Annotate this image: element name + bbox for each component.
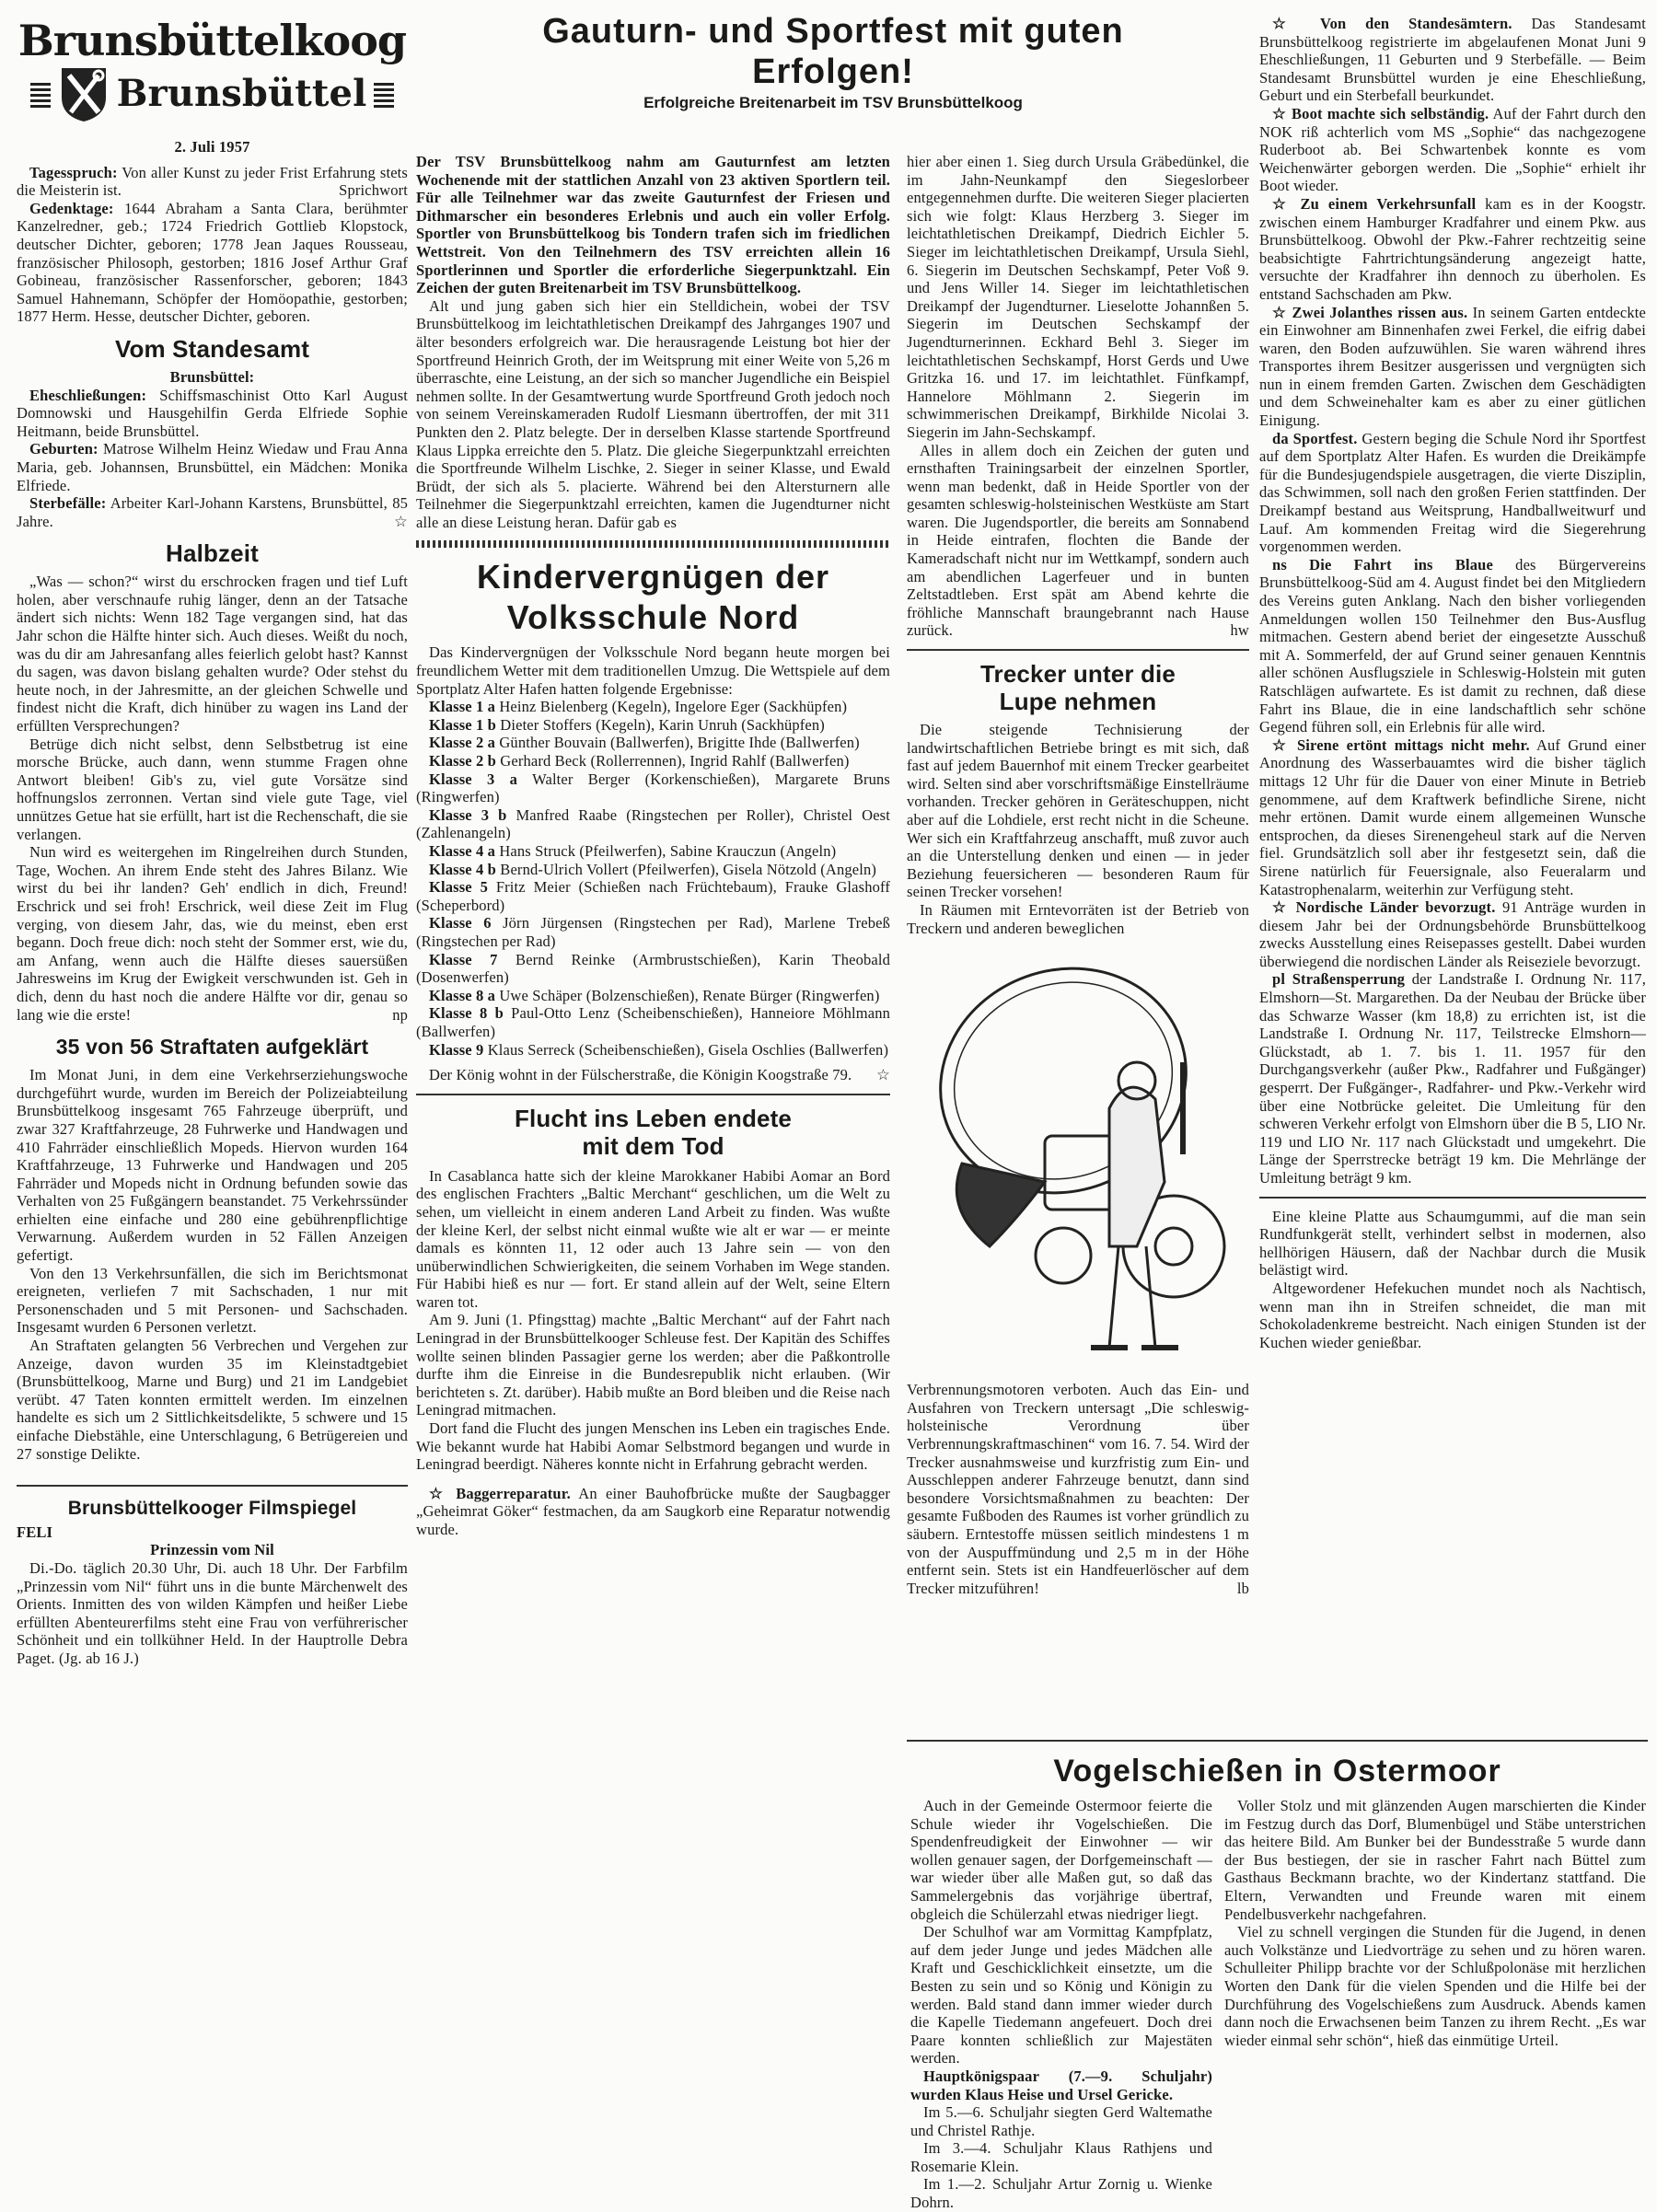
paragraph-text: Fritz Meier (Schießen nach Früchtebaum), Frauke Glashoff (Scheperbord) — [416, 878, 890, 914]
paragraph-lead: Geburten: — [29, 440, 98, 458]
cinema-name: FELI — [17, 1523, 53, 1541]
paragraph — [17, 1066, 408, 1265]
paragraph — [416, 1167, 890, 1312]
paragraph-text: Matrose Wilhelm Heinz Wiedaw und Frau Anna Maria, geb. Johannsen, Brunsbüttel, ein Mädchen: Monika Elfriede. — [17, 440, 408, 494]
paragraph — [1259, 556, 1646, 736]
vogel-right-column — [1224, 1797, 1646, 2049]
paragraph-lead: ☆ Boot machte sich selbständig. — [1272, 104, 1489, 122]
paragraph — [1259, 1280, 1646, 1351]
paragraph-text: Im Monat Juni, in dem eine Verkehrserziehungswoche durchgeführt wurde, wurden im Bereich der Polizeiabteilung Brunsbüttelkoog insgesamt 765 Fahrzeuge überprüft, und zwar 327 Kraftfahrzeuge, 28 Fuhrwerke und Handwagen und 410 Fahrräder einschließlich Mopeds. Hiervon wurden 164 Kraftfahrzeuge, 13 Fuhrwerke und Handwagen und 205 Fahrräder und Mopeds nicht in Ordnung befunden sowie das Verhalten von 25 Fußgängern beanstandet. 75 Verkehrssünder erhielten eine einfache und 280 eine gebührenpflichtige Verwarnung. Außerdem wurden in 52 Fällen Anzeigen gefertigt. — [17, 1066, 408, 1265]
paragraph-lead: Klasse 6 — [429, 914, 492, 932]
sport-body-continued — [907, 153, 1249, 640]
masthead-subtitle: Brunsbüttel — [116, 72, 367, 115]
paragraph-text: Am 9. Juni (1. Pfingsttag) machte „Baltic Merchant“ auf der Fahrt nach Leningrad in der Brunsbüttelkooger Schleuse fest. Der Kapitän des Schiffes wollte seinen blinden Passagier gerne los werden; aber die Paßkontrolle durfte ihm die Einreise in die Bundesrepublik nicht erlauben. (Wir berichteten s. Zt. darüber). Habib mußte an Bord bleiben und die Reise nach Leningrad mitmachen. — [416, 1311, 890, 1419]
paragraph-text: Hans Struck (Pfeilwerfen), Sabine Krauczun (Angeln) — [495, 842, 837, 860]
banner-left-icon — [30, 80, 51, 108]
paragraph-text: Schiffsmaschinist Otto Karl August Domnowski und Hausgehilfin Gerda Elfriede Sophie Heitmann, beide Brunsbüttel. — [17, 386, 408, 440]
paragraph-text: Walter Berger (Korkenschießen), Margarete Bruns (Ringwerfen) — [416, 770, 891, 806]
straftaten-article — [17, 1066, 408, 1463]
paragraph-text: Verbrennungsmotoren verboten. Auch das Ein- und Ausfahren von Treckern untersagt „Die schleswig-holsteinische Verordnung über Verbrennungskraftmaschinen“ vom 16. 7. 54. Wird der Trecker ausnahmsweise und kurzfristig zum Ein- und Ausschleppen anderer Fahrzeuge benutzt, dann sind besondere Vorsichtsmaßnahmen zu beachten: Der gesamte Fußboden des Raumes ist vorher gründlich zu säubern. Erntestoffe müssen seitlich mindestens 1 m von der Auspuffmündung und 2,5 m in der Höhe entfernt sein. Stets ist ein Handfeuerlöscher auf dem Trecker mitzuführen! — [907, 1381, 1249, 1597]
paragraph — [416, 1041, 890, 1060]
paragraph — [416, 297, 890, 532]
paragraph — [416, 752, 890, 770]
paragraph — [907, 721, 1249, 901]
household-tips — [1259, 1208, 1646, 1352]
paragraph-text: Im 1.—2. Schuljahr Artur Zornig u. Wienke Dohrn. — [910, 2175, 1212, 2212]
masthead-logo — [17, 17, 408, 123]
paragraph — [17, 494, 408, 530]
paragraph-text: Viel zu schnell vergingen die Stunden für die Jugend, in denen auch Volkstänze und Liedvorträge zu sehen und zu hören waren. Schulleiter Philipp brachte vor der Schlußpolonäse mit herzlichen Worten den Dank für die vielen Spenden und die Hilfe bei der Durchführung des Vogelschießens zum Ausdruck. Abends kamen dann noch die Erwachsenen beim Tanzen zu ihrem Recht. „Es war wieder einmal sehr schön“, hieß das einmütige Urteil. — [1224, 1923, 1646, 2049]
paragraph-lead: Tagesspruch: — [29, 163, 118, 181]
paragraph-lead: Hauptkönigspaar (7.—9. Schuljahr) wurden Klaus Heise und Ursel Gericke. — [910, 2067, 1212, 2103]
paragraph — [910, 2175, 1212, 2211]
paragraph-text: hier aber einen 1. Sieg durch Ursula Gräbedünkel, die im Jahn-Neunkampf den Siegeslorbeer entgegennehmen durfte. Die weiteren Sieger placierten sich wie folgt: Klaus Herzberg 3. Sieger im leichtathletischen Dreikampf, Diedrich Eichler 5. Sieger im leichtathletischen Dreikampf, Ursula Siehl, 6. Siegerin im Deutschen Sechskampf, Peter Voß 9. und Jens Willer 14. Sieger im leichtathletischen Dreikampf der Jugendturner. Lieselotte Johannßen 5. Siegerin im Deutschen Sechskampf der Jugendturnerinnen. Eckhard Behl 3. Sieger im leichtathletischen Sechskampf, Horst Gerds und Uwe Gritzka 16. und 17. im leichtathlet. Fünfkampf, Hannelore Möhlmann 2. Siegerin im schwimmerischen Dreikampf, Birkhilde Nicolai 3. Siegerin im Jahn-Sechskampf. — [907, 153, 1249, 441]
banner-right-icon — [374, 80, 394, 108]
signature: ☆ — [394, 512, 408, 530]
paragraph-text: Von aller Kunst zu jeder Frist Erfahrung stets die Meisterin ist. — [17, 163, 408, 200]
paragraph — [1224, 1923, 1646, 2049]
paragraph — [1259, 105, 1646, 195]
paragraph — [416, 1311, 890, 1419]
paragraph-text: In seinem Garten entdeckte ein Einwohner am Binnenhafen zwei Ferkel, die eifrig dabei waren, den Boden aufzuwühlen. Sie waren während ihres Transportes ihrem Besitzer ausgerissen und vergnügten sich nun in einem fremden Garten. Zwischen dem Geschädigten und dem Schweinehalter kam es aber zu einer gütlichen Einigung. — [1259, 303, 1646, 430]
paragraph-text: „Was — schon?“ wirst du erschrocken fragen und tief Luft holen, aber verschnaufe ruhig länger, denn an der Tatsache ändert sich nichts: Wenn 182 Tage vergangen sind, hat das Jahr schon die Hälfte hinter sich. Auch dieses. Weißt du noch, was du dir am Jahresanfang alles feierlich gelobt hast? Kannst du sagen, was davon bislang gehalten wurde? Oder stehst du heute noch, in der Jahresmitte, an der gleichen Schwelle und findest nicht die Kraft, dich hinüber zu wagen ins Land der erfüllten Versprechungen? — [17, 573, 408, 735]
paragraph — [17, 1337, 408, 1463]
paragraph-text: Der Schulhof war am Vormittag Kampfplatz, auf dem jeder Junge und jedes Mädchen alle Kraft und Geschicklichkeit einsetzte, um die Besten zu sein und so König und Königin zu werden. Bald stand dann immer wieder durch die Kapelle Tiedemann angefeuert. Doch drei Paare konnten schließlich zur Majestäten werden. — [910, 1923, 1212, 2067]
paragraph — [17, 573, 408, 735]
paragraph-lead: Klasse 2 b — [429, 752, 497, 770]
vogel-left-column — [910, 1797, 1212, 2212]
paragraph — [416, 914, 890, 950]
paragraph-lead: Klasse 1 a — [429, 698, 496, 716]
paragraph — [416, 1066, 890, 1084]
divider — [907, 649, 1249, 651]
paragraph — [17, 387, 408, 441]
paragraph-lead: Klasse 5 — [429, 878, 488, 897]
column-2 — [416, 153, 890, 1539]
film-article — [17, 1559, 408, 1668]
paragraph-text: Bernd Reinke (Armbrustschießen), Karin Theobald (Dosenwerfen) — [416, 950, 890, 987]
paragraph-lead: Klasse 4 b — [429, 860, 497, 878]
paragraph — [1259, 1208, 1646, 1280]
paragraph-text: Das Standesamt Brunsbüttelkoog registrierte im abgelaufenen Monat Juni 9 Eheschließungen, 11 Geburten und 9 Sterbefälle. — Beim Standesamt Brunsbüttel wurden je eine Eheschließung, Geburt und ein Sterbefall beurkundet. — [1259, 15, 1646, 105]
trecker-article-continued — [907, 1381, 1249, 1597]
paragraph-lead: Eheschließungen: — [29, 386, 147, 404]
paragraph-text: Auf der Fahrt durch den NOK riß achterlich vom MS „Sophie“ das nachgezogene Ruderboot ab. Bei Schwartenbek konnte es vom Weichenwärter geborgen werden. Die „Sophie“ erhielt ihr Boot wieder. — [1259, 104, 1647, 195]
paragraph-text: kam es in der Koogstr. zwischen einem Hamburger Kradfahrer und einem Pkw. aus Brunsbüttelkoog. Obwohl der Pkw.-Fahrer rechtzeitig seine beabsichtigte Fahrtrichtungsänderung angezeigt hatte, versuchte der Kradfahrer ihn dennoch zu überholen. Es entstand Sachschaden am Pkw. — [1259, 194, 1646, 303]
paragraph-text: Di.-Do. täglich 20.30 Uhr, Di. auch 18 Uhr. Der Farbfilm „Prinzessin vom Nil“ führt uns in die bunte Märchenwelt des Orients. Inmitten des von wilden Kämpfen und heißer Liebe erfüllten Abenteurerfilms steht eine Frau von verführerischer Schönheit und ein tollkühner Held. In der Hauptrolle Debra Paget. (Jg. ab 16 J.) — [17, 1558, 408, 1667]
signature: np — [392, 1005, 408, 1024]
paragraph-text: Alles in allem doch ein Zeichen der guten und ernsthaften Trainingsarbeit der einzelnen Sportler, wenn man bedenkt, daß in Heide Sportler von der gesamten schleswig-holsteinischen Westküste am Start waren. Die Jugendsportler, die bereits am Sonnabend in Heide eintrafen, flochten die Bande der Kameradschaft nicht nur im Wettkampf, sondern auch am abendlichen Lagerfeuer und in bunten Zeltstadtleben. Erst spät am Abend kehrte die fröhliche Mannschaft braungebrannt nach Hause zurück. — [907, 441, 1249, 640]
paragraph — [907, 901, 1249, 937]
kinder-outro — [416, 1066, 890, 1084]
paragraph-lead: Klasse 8 b — [429, 1004, 504, 1023]
paragraph-lead: Sterbefälle: — [29, 494, 107, 513]
paragraph — [416, 878, 890, 914]
paragraph — [17, 440, 408, 494]
masthead-title: Brunsbüttelkoog — [17, 16, 407, 65]
paragraph-lead: ns Die Fahrt ins Blaue — [1272, 555, 1493, 573]
paragraph-text: des Bürgervereins Brunsbüttelkoog-Süd am 4. August findet bei den Mitgliedern des Vereins guten Anklang. Nach den bisher vorliegenden Anmeldungen wollen 150 Teilnehmer den Bus-Ausflug mitmachen. Gestern abend beriet der eingesetzte Ausschuß mit A. Sommerfeld, der auf Grund seiner genauen Kenntnis aller schönen Ausflugsziele in Schleswig-Holstein mit guten Ratschlägen aufwartete. Es ist damit zu rechnen, daß diese Fahrt ins Blaue, die in eine landschaftlich sehr schöne Gegend führen soll, ein Erlebnis für alle wird. — [1259, 555, 1646, 736]
divider — [416, 1094, 890, 1095]
flucht-headline: Flucht ins Leben endete mit dem Tod — [514, 1104, 793, 1160]
paragraph — [910, 2139, 1212, 2175]
paragraph-lead: ☆ Zu einem Verkehrsunfall — [1272, 194, 1477, 213]
kinder-headline: Kindervergnügen der Volksschule Nord — [476, 558, 830, 637]
section-title-halbzeit: Halbzeit — [166, 539, 259, 568]
paragraph-text: der Landstraße I. Ordnung Nr. 117, Elmshorn—St. Margarethen. Da der Neubau der Brücke über das Schwarze Wasser (km 18,8) zu errichten ist, ist die Landstraße I. Ordnung Nr. 117, Teilstrecke Elmshorn—Glückstadt, ab 1. 7. bis 1. 11. 1957 für den Durchgangsverkehr (außer Pkw., Radfahrer und Fußgänger) gesperrt. Der Fußgänger-, Radfahrer- und Pkw.-Verkehr wird über eine Notbrücke geleitet. Die Umleitung für den schweren Verkehr erfolgt von Elmshorn über die B 5, LIO Nr. 119 und LIO Nr. 117 nach Glückstadt und umgekehrt. Die Länge der Sperrstrecke beträgt 19 km. Die Mehrlänge der Umleitung beträgt 9 km. — [1259, 970, 1646, 1187]
paragraph-text: Altgewordener Hefekuchen mundet noch als Nachtisch, wenn man ihn in Streifen schneidet, die man mit Schokoladenkreme bestreicht. Nach einigen Stunden ist der Kuchen wieder genießbar. — [1259, 1279, 1646, 1351]
paragraph-text: Nun wird es weitergehen im Ringelreihen durch Stunden, Tage, Wochen. An ihrem Ende steht des Jahres Bilanz. Wie wirst du bei ihr landen? Geh' endlich in dich, Freund! Erschrick und sei froh! Erschrick, weil diese Zeit im Flug verging, von diesem Jahr, das, wie du meinst, eben erst begann. Doch freue dich: noch steht der Sommer erst, wie du, am Anfang, wenn auch die Hälfte dieses sauersüßen Jahresweins im Krug der Ewigkeit verschwunden ist. Geh in dich, denn du hast noch die andere Hälfte vor dir, genau so lang wie die erste! — [17, 843, 408, 1024]
sport-lead: Der TSV Brunsbüttelkoog nahm am Gauturnfest am letzten Wochenende mit der stattlichen Anzahl von 23 aktiven Sportlern teil. Für alle Teilnehmer war das zweite Gauturnfest der Friesen und Dithmarscher ein besonderes Erlebnis und auch ein voller Erfolg. Sportler von Brunsbüttelkoog bis Tondern trafen sich im friedlichen Wettstreit. Von den Teilnehmern des TSV erreichten allein 16 Sportlerinnen und Sportler die erforderliche Siegerpunktzahl. Ein Zeichen der guten Breitenarbeit im TSV Brunsbüttelkoog. — [416, 153, 890, 297]
paragraph — [416, 842, 890, 861]
bagger-note — [416, 1485, 890, 1539]
paragraph — [416, 951, 890, 987]
paragraph-lead: Klasse 1 b — [429, 715, 497, 734]
paragraph-text: Das Kindervergnügen der Volksschule Nord begann heute morgen bei freundlichem Wetter mit dem traditionellen Umzug. Die Wettspiele auf dem Sportplatz Alter Hafen hatten folgende Ergebnisse: — [416, 643, 890, 698]
paragraph-text: Eine kleine Platte aus Schaumgummi, auf die man sein Rundfunkgerät stellt, verhindert selbst in modernen, also hellhörigen Häusern, daß der Nachbar durch die Musik belästigt wird. — [1259, 1207, 1646, 1280]
paragraph-text: Im 3.—4. Schuljahr Klaus Rathjens und Rosemarie Klein. — [910, 2139, 1212, 2175]
paragraph — [416, 698, 890, 716]
paragraph-text: Heinz Bielenberg (Kegeln), Ingelore Eger (Sackhüpfen) — [495, 698, 848, 716]
paragraph-text: Gestern beging die Schule Nord ihr Sportfest auf dem Sportplatz Alter Hafen. Es wurden die Dreikämpfe für die Bundesjugendspiele ausgetragen, die vierte Disziplin, das Schwimmen, soll nach den großen Ferien stattfinden. Der Dreikampf bestand aus Weitsprung, Handballweitwurf und Lauf. Am kommenden Freitag wird die Siegerehrung vorgenommen werden. — [1259, 429, 1646, 556]
paragraph-text: In Räumen mit Erntevorräten ist der Betrieb von Treckern und anderen beweglichen — [907, 900, 1249, 937]
paragraph-lead: Klasse 9 — [429, 1040, 484, 1059]
paragraph-text: Von den 13 Verkehrsunfällen, die sich im Berichtsmonat ereigneten, verliefen 7 mit Sachschaden, 1 nur mit Personenschaden und 5 mit Personen- und Sachschaden. Insgesamt wurden 6 Personen verletzt. — [17, 1264, 408, 1337]
paragraph-text: Auch in der Gemeinde Ostermoor feierte die Schule wieder ihr Vogelschießen. Die Spendenfreudigkeit der Einwohner — wir wollen genauer sagen, der Dorfgemeinschaft — war wieder über alle Maßen gut, so daß das Sammelergebnis das vorjährige übertraf, obgleich die Schülerzahl etwas niedriger liegt. — [910, 1797, 1212, 1923]
paragraph-lead: Klasse 3 b — [429, 805, 507, 824]
paragraph-text: An Straftaten gelangten 56 Verbrechen und Vergehen zur Anzeige, davon wurden 35 im Kleinstadtgebiet (Brunsbüttelkoog, Marne und Burg) und 21 im Landgebiet verübt. 47 Taten konnten ermittelt werden. Im einzelnen handelte es sich um 2 Sittlichkeitsdelikte, 5 schwere und 15 einfache Diebstähle, eine Unterschlagung, 6 Betrügereien und 27 sonstige Delikte. — [17, 1337, 408, 1463]
issue-date: 2. Juli 1957 — [174, 138, 250, 156]
paragraph-text: 1644 Abraham a Santa Clara, berühmter Kanzelredner, geb.; 1724 Friedrich Gottlieb Klopstock, deutscher Dichter, geboren; 1778 Jean Jaques Rousseau, französischer Philosoph, gestorben; 1816 Josef Arthur Graf Gobineau, französischer Rassenforscher, geboren; 1843 Samuel Hahnemann, Schöpfer der Homöopathie, gestorben; 1877 Herm. Hesse, deutscher Dichter, geboren. — [17, 199, 408, 326]
sport-body — [416, 297, 890, 532]
paragraph-lead: Gedenktage: — [29, 199, 114, 217]
kinder-results-list — [416, 698, 890, 1059]
paragraph — [1259, 736, 1646, 898]
paragraph — [1224, 1797, 1646, 1923]
trecker-headline: Trecker unter die Lupe nehmen — [979, 660, 1176, 716]
paragraph — [1259, 195, 1646, 304]
signature: Sprichwort — [339, 181, 408, 200]
paragraph-text: Im 5.—6. Schuljahr siegten Gerd Waltemathe und Christel Rathje. — [910, 2103, 1212, 2139]
paragraph — [910, 1797, 1212, 1923]
paragraph — [416, 806, 890, 842]
paragraph — [416, 770, 890, 806]
paragraph — [17, 735, 408, 844]
paragraph-text: Klaus Serreck (Scheibenschießen), Gisela Oschlies (Ballwerfen) — [483, 1040, 889, 1059]
sport-subheadline: Erfolgreiche Breitenarbeit im TSV Brunsbüttelkoog — [643, 94, 1023, 111]
divider — [17, 1485, 408, 1487]
paragraph-lead: ☆ Zwei Jolanthes rissen aus. — [1272, 303, 1468, 321]
column-4 — [1259, 15, 1646, 1351]
paragraph-text: Dieter Stoffers (Kegeln), Karin Unruh (Sackhüpfen) — [496, 715, 825, 734]
divider — [416, 540, 890, 548]
paragraph-text: Gerhard Beck (Rollerrennen), Ingrid Rahlf (Ballwerfen) — [496, 752, 850, 770]
paragraph — [416, 643, 890, 698]
paragraph-text: Betrüge dich nicht selbst, denn Selbstbetrug ist eine morsche Brücke, auch dann, wenn stumme Fragen ohne Antwort bleiben! Gib's zu, viel gute Vorsätze sind hoffnungslos zerronnen. Vertan sind viele gute Tage, viel unnützes Getue hat sie erfüllt, hart ist die Rechenschaft, die sie verlangen. — [17, 735, 409, 843]
coat-of-arms-icon — [58, 64, 110, 123]
divider — [907, 1740, 1648, 1742]
paragraph-lead: ☆ Nordische Länder bevorzugt. — [1272, 898, 1496, 917]
signature: ☆ — [876, 1066, 890, 1084]
paragraph-lead: Klasse 2 a — [429, 734, 496, 752]
paragraph — [416, 734, 890, 752]
paragraph-lead: Klasse 3 a — [429, 770, 518, 788]
paragraph-text: Paul-Otto Lenz (Scheibenschießen), Hanneiore Möhlmann (Ballwerfen) — [416, 1004, 890, 1040]
signature: lb — [1236, 1579, 1249, 1597]
paragraph — [910, 2067, 1212, 2103]
paragraph-lead: Klasse 4 a — [429, 842, 496, 860]
paragraph-text: Arbeiter Karl-Johann Karstens, Brunsbüttel, 85 Jahre. — [17, 494, 408, 530]
tractor-illustration — [907, 943, 1249, 1375]
paragraph-text: Uwe Schäper (Bolzenschießen), Renate Bürger (Ringwerfen) — [495, 986, 880, 1004]
paragraph-lead: Klasse 8 a — [429, 986, 496, 1004]
paragraph-text: Günther Bouvain (Ballwerfen), Brigitte Ihde (Ballwerfen) — [495, 734, 860, 752]
paragraph — [17, 200, 408, 326]
paragraph — [416, 861, 890, 879]
paragraph — [1259, 304, 1646, 430]
paragraph — [1259, 898, 1646, 970]
paragraph-lead: ☆ Von den Standesämtern. — [1272, 15, 1512, 32]
section-title-standesamt: Vom Standesamt — [114, 334, 310, 363]
paragraph — [1259, 970, 1646, 1187]
paragraph — [416, 1419, 890, 1474]
signature: hw — [1230, 621, 1249, 640]
paragraph-text: Voller Stolz und mit glänzenden Augen marschierten die Kinder im Festzug durch das Dorf, Blumenbügel und Stäbe unterstrichen das heitere Bild. Am Bunker bei der Bundesstraße 5 wurde dann der Bus bestiegen, der sie in rascher Fahrt nach Büttel zum Gasthaus Beckmann brachte, wo der Kindertanz stattfand. Die Eltern, Verwandten und Freunde waren mit einem Pendelbusverkehr nachgefahren. — [1224, 1797, 1646, 1923]
kinder-intro — [416, 643, 890, 698]
paragraph — [1259, 15, 1646, 105]
paragraph-text: Die steigende Technisierung der landwirtschaftlichen Betriebe bringt es mit sich, daß fast auf jedem Bauernhof mit einem Trecker gearbeitet wird. Selten sind aber vorschriftsmäßige Einstellräume vorhanden. Trecker gehören in Geräteschuppen, nicht aber auf die Lohdiele, erst recht nicht in die Scheune. Wer sich ein Kraftfahrzeug anschafft, muß zuvor auch an die Unterstellung denken und einen — in jeder Beziehung feuersicheren — besonderen Raum für seinen Trecker vorsehen! — [907, 721, 1249, 901]
paragraph-lead: Klasse 7 — [429, 950, 498, 968]
daily-notes — [17, 164, 408, 326]
paragraph — [416, 987, 890, 1005]
paragraph-lead: ☆ Baggerreparatur. — [429, 1484, 571, 1502]
flucht-article — [416, 1167, 890, 1474]
paragraph-text: An einer Bauhofbrücke mußte der Saugbagger „Geheimrat Göker“ festmachen, da am Saugkorb eine Reparatur notwendig wurde. — [416, 1484, 890, 1538]
trecker-article — [907, 721, 1249, 937]
halbzeit-article — [17, 573, 408, 1024]
paragraph — [416, 1485, 890, 1539]
paragraph — [910, 1923, 1212, 2067]
paragraph-text: Auf Grund einer Anordnung des Wasserbauamtes wird die bisher täglich mittags 12 Uhr für die Dauer von einer Minute in Betrieb genommene, auf dem Kraftwerk befindliche Sirene, nicht mehr ertönen. Damit wurde einem allgemeinen Wunsche entsprochen, da dieses Sirenengeheul stark auf die Nerven fiel. Grundsätzlich soll aber ihr festgesetzt sein, daß die Sirene natürlich für Feuersignale, also Feueralarm und Katastrophenalarm, weiterhin zur Verfügung steht. — [1259, 735, 1646, 898]
paragraph — [17, 164, 408, 200]
paragraph — [907, 442, 1249, 641]
film-title: Prinzessin vom Nil — [150, 1541, 274, 1559]
sport-headline: Gauturn- und Sportfest mit guten Erfolgen! — [542, 12, 1124, 91]
paragraph — [17, 1265, 408, 1337]
paragraph — [17, 1559, 408, 1668]
paragraph — [907, 1381, 1249, 1597]
vogel-article — [907, 1740, 1648, 2212]
column-1 — [17, 17, 408, 1668]
paragraph-text: Bernd-Ulrich Vollert (Pfeilwerfen), Gisela Nötzold (Angeln) — [496, 860, 876, 878]
paragraph-lead: ☆ Sirene ertönt mittags nicht mehr. — [1272, 735, 1530, 754]
vogel-headline: Vogelschießen in Ostermoor — [1053, 1754, 1501, 1789]
paragraph-text: Jörn Jürgensen (Ringstechen per Rad), Marlene Trebeß (Ringstechen per Rad) — [416, 914, 890, 950]
paragraph — [416, 716, 890, 735]
paragraph-text: In Casablanca hatte sich der kleine Marokkaner Habibi Aomar an Bord des englischen Frachters „Baltic Merchant“ geschlichen, um die Welt zu sehen, um vielleicht in einem anderen Land Arbeit zu finden. Was wußte der kleine Kerl, der selbst nicht einmal wußte wie alt er war — er meinte damals es könnten 11, 12 oder auch 13 Jahre sein — von den unüberwindlichen Schwierigkeiten, die seinem Vorhaben im Wege standen. Für Habibi hieß es nur — fort. Er stand allein auf der Welt, seine Eltern waren tot. — [416, 1166, 890, 1311]
sport-headline-block — [414, 11, 1252, 120]
section-title-straftaten: 35 von 56 Straftaten aufgeklärt — [55, 1035, 369, 1060]
paragraph — [907, 153, 1249, 442]
paragraph-lead: pl Straßensperrung — [1272, 970, 1406, 989]
standesamt-entries — [17, 387, 408, 531]
paragraph — [910, 2103, 1212, 2139]
paragraph — [416, 1004, 890, 1040]
section-title-filmspiegel: Brunsbüttelkooger Filmspiegel — [67, 1498, 357, 1520]
paragraph — [1259, 430, 1646, 556]
paragraph-text: Manfred Raabe (Ringstechen per Roller), Christel Oest (Zahlenangeln) — [416, 805, 890, 842]
paragraph-text: 91 Anträge wurden in diesem Jahr bei der Ordnungsbehörde Brunsbüttelkoog zwecks Ausstellung eines Reisepasses gestellt. Dabei wurden überwiegend die nordischen Länder als Reiseziele bevorzugt. — [1259, 898, 1646, 970]
divider — [1259, 1197, 1646, 1199]
section-subtitle-brunsbuettel: Brunsbüttel: — [169, 367, 255, 386]
local-news-notes — [1259, 15, 1646, 1187]
paragraph-text: Dort fand die Flucht des jungen Menschen ins Leben ein tragisches Ende. Wie bekannt wurde hat Habibi Aomar Selbstmord begangen und wurde in Leningrad beerdigt. Näheres konnte nicht in Erfahrung gebracht werden. — [416, 1419, 890, 1474]
paragraph-lead: da Sportfest. — [1272, 429, 1358, 447]
paragraph — [17, 843, 408, 1024]
paragraph-text: Alt und jung gaben sich hier ein Stelldichein, wobei der TSV Brunsbüttelkoog im leichtathletischen Dreikampf des Jahrganges 1907 und älter besonders erfolgreich war. Die herausragende Leistung bot hier der Sportfreund Heinrich Groth, der im Weitsprung mit einer Weite von 5,26 m überraschte, eine Leistung, an der sich so mancher Jugendliche ein Beispiel nehmen sollte. In der Gesamtwertung wurde Sportfreund Groth jedoch noch von seinem Vereinskameraden Rudolf Liesmann übertroffen, der mit 311 Punkten den 2. Platz belegte. Der in derselben Klasse startende Sportfreund Klaus Lippka erreichte den 5. Platz. Die gleiche Siegerpunktzahl erreichten die Sportfreunde Wilhelm Lischke, 2. Sieger in seiner Klasse, und Ewald Brüdt, der sich als 5. placierte. Während bei den Altersturnern alle Teilnehmer die Siegerpunktzahl erreichten, kamen die Jugendturner nicht alle an diese Leistung heran. Dafür gab es — [416, 296, 890, 531]
column-3 — [907, 153, 1249, 1597]
paragraph-text: Der König wohnt in der Fülscherstraße, die Königin Koogstraße 79. — [429, 1066, 852, 1084]
